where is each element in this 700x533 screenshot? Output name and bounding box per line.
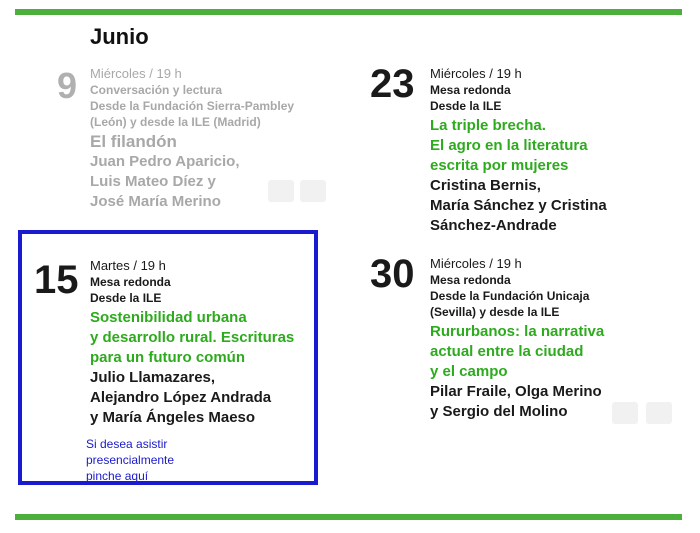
event-title: escrita por mujeres [430,157,569,174]
event-speakers: Luis Mateo Díez y [90,173,216,190]
event-title: y el campo [430,363,508,380]
event-meta-line: (León) y desde la ILE (Madrid) [90,115,261,129]
event-speakers: María Sánchez y Cristina [430,197,607,214]
event-title: El filandón [90,132,177,151]
attend-note [86,436,174,484]
event-speakers: Pilar Fraile, Olga Merino [430,383,602,400]
event-day: Miércoles / 19 h [430,256,522,271]
faded-icon [612,402,638,424]
event-speakers: José María Merino [90,193,221,210]
event-speakers: y Sergio del Molino [430,403,568,420]
event-speakers: Cristina Bernis, [430,177,541,194]
event-speakers: Juan Pedro Aparicio, [90,153,240,170]
event-day-number: 9 [57,65,78,106]
event-day-number: 15 [34,258,79,302]
event-meta-line: Mesa redonda [430,273,511,287]
event-title: La triple brecha. [430,117,546,134]
event-meta-line: Desde la Fundación Unicaja [430,289,590,303]
event-meta-line: Desde la ILE [430,99,502,113]
attend-text: Si desea asistir presencialmente [86,437,175,467]
event-speakers: Julio Llamazares, [90,369,216,386]
event-day: Miércoles / 19 h [430,66,522,81]
event-meta-line: Conversación y lectura [90,83,223,97]
faded-icon [268,180,294,202]
event-title: actual entre la ciudad [430,343,584,360]
attend-link[interactable]: aquí [124,469,149,483]
bottom-divider [15,514,682,520]
attend-prefix: pinche [86,469,122,483]
event-meta-line: Mesa redonda [430,83,511,97]
event-day-number: 23 [370,62,415,106]
top-divider [15,9,682,15]
event-meta-line: Mesa redonda [90,275,171,289]
event-title: Rururbanos: la narrativa [430,323,605,340]
event-day: Martes / 19 h [90,258,166,273]
faded-icon [300,180,326,202]
event-speakers: Alejandro López Andrada [90,389,272,406]
faded-icon [646,402,672,424]
event-day: Miércoles / 19 h [90,66,182,81]
event-title: Sostenibilidad urbana [90,309,247,326]
month-heading: Junio [90,24,149,49]
event-speakers: Sánchez-Andrade [430,217,557,234]
event-meta-line: Desde la ILE [90,291,162,305]
event-day-number: 30 [370,252,415,296]
event-title: y desarrollo rural. Escrituras [90,329,295,346]
event-meta-line: (Sevilla) y desde la ILE [430,305,560,319]
event-meta-line: Desde la Fundación Sierra-Pambley [90,99,295,113]
event-title: El agro en la literatura [430,137,588,154]
event-title: para un futuro común [90,349,245,366]
event-speakers: y María Ángeles Maeso [90,409,256,426]
